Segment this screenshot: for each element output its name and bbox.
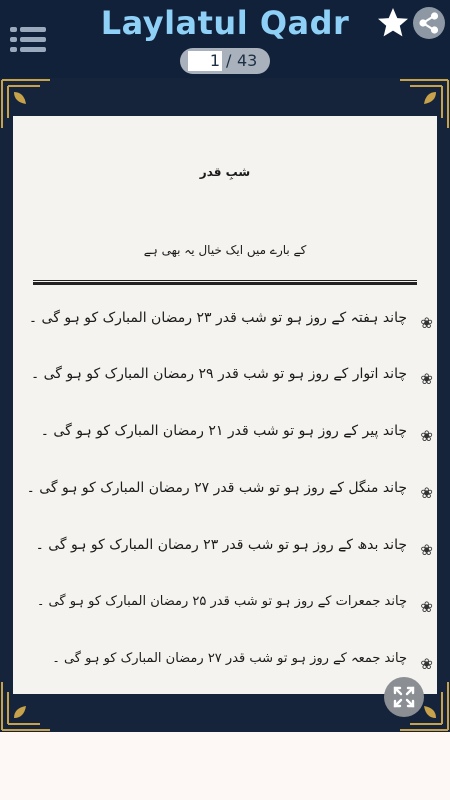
page-total: 43 — [237, 51, 258, 70]
list-item-text: چاند اتوار کے روز ہو تو شب قدر ۲۹ رمضان المبارک کو ہو گی ۔ — [30, 366, 407, 382]
flower-bullet-icon: ❀ — [420, 655, 433, 673]
menu-bar — [10, 47, 17, 52]
star-icon — [376, 6, 410, 40]
divider — [33, 282, 417, 285]
app-title: Laylatul Qadr — [100, 4, 350, 42]
menu-bar — [20, 47, 46, 52]
list-item-text: چاند بدھ کے روز ہو تو شب قدر ۲۳ رمضان المبارک کو ہو گی ۔ — [35, 537, 407, 553]
list-item — [23, 647, 433, 687]
list-item — [23, 590, 433, 630]
fullscreen-button[interactable] — [384, 677, 424, 717]
favorite-button[interactable] — [376, 6, 410, 40]
list-item — [23, 533, 433, 573]
list-item-text: چاند جمعہ کے روز ہو تو شب قدر ۲۷ رمضان المبارک کو ہو گی ۔ — [52, 651, 407, 666]
page-indicator — [180, 48, 270, 74]
scanned-page — [13, 116, 437, 694]
flower-bullet-icon: ❀ — [420, 484, 433, 502]
page-number-input[interactable] — [188, 51, 222, 71]
flower-bullet-icon: ❀ — [420, 314, 433, 332]
flower-bullet-icon: ❀ — [420, 541, 433, 559]
list-item-text: چاند جمعرات کے روز ہو تو شب قدر ۲۵ رمضان المبارک کو ہو گی ۔ — [36, 594, 407, 609]
list-item-text: چاند ہفتہ کے روز ہو تو شب قدر ۲۳ رمضان المبارک کو ہو گی ۔ — [28, 310, 407, 326]
list-item — [23, 306, 433, 346]
list-item — [23, 476, 433, 516]
app-header — [0, 0, 450, 78]
page-separator: / — [226, 51, 232, 70]
page-heading: شبِ قدر — [199, 165, 251, 179]
expand-arrows-icon — [384, 677, 424, 717]
flower-bullet-icon: ❀ — [420, 598, 433, 616]
divider — [33, 280, 417, 281]
page-subheading: کے بارے میں ایک خیال یہ بھی ہے — [143, 243, 307, 257]
share-button[interactable] — [412, 6, 446, 40]
list-item-text: چاند پیر کے روز ہو تو شب قدر ۲۱ رمضان المبارک کو ہو گی ۔ — [40, 423, 407, 439]
list-item — [23, 362, 433, 402]
share-icon — [412, 6, 446, 40]
flower-bullet-icon: ❀ — [420, 427, 433, 445]
flower-bullet-icon: ❀ — [420, 370, 433, 388]
list-item — [23, 419, 433, 459]
list-item-text: چاند منگل کے روز ہو تو شب قدر ۲۷ رمضان المبارک کو ہو گی ۔ — [26, 480, 407, 496]
